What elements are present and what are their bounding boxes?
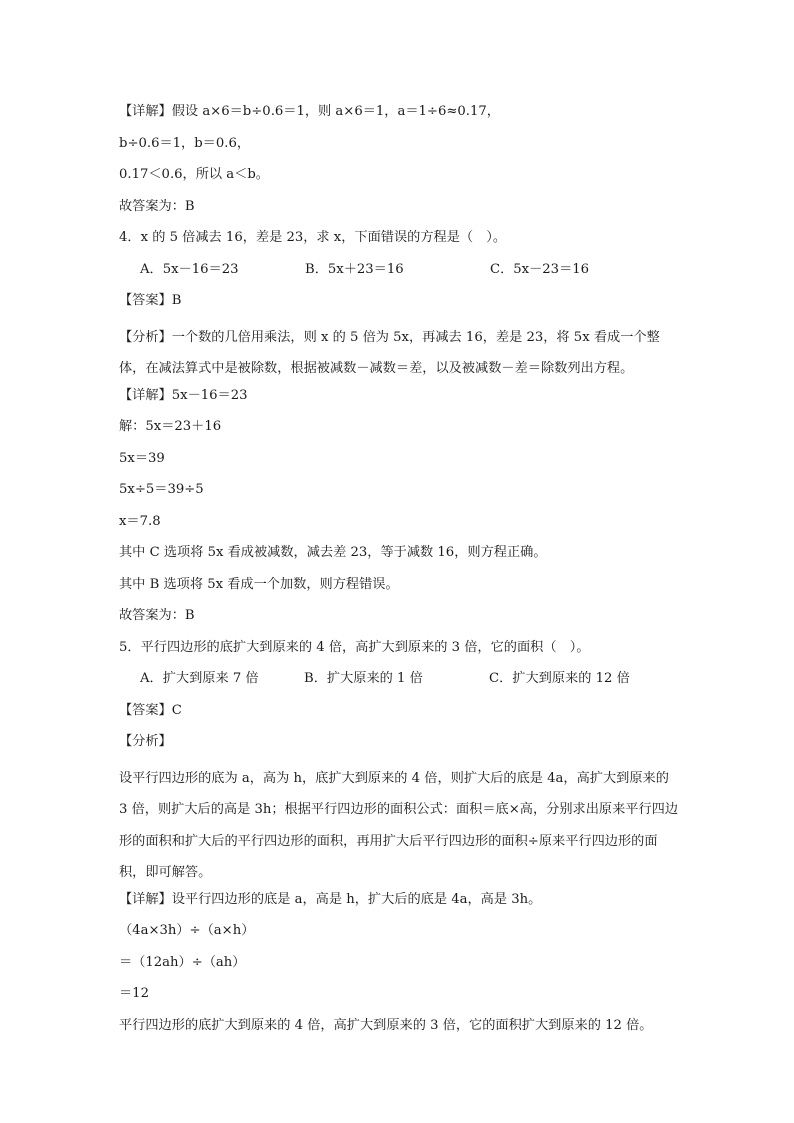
solution-step: ＝12: [119, 986, 149, 1001]
detail-line: b÷0.6＝1，b＝0.6，: [119, 135, 251, 151]
explanation-line: 其中 B 选项将 5x 看成一个加数，则方程错误。: [119, 576, 399, 592]
detail-line: 【详解】设平行四边形的底是 a，高是 h，扩大后的底是 4a，高是 3h。: [119, 891, 542, 907]
option-c: C．5x－23＝16: [490, 261, 590, 277]
question-4-options: [119, 259, 679, 291]
option-a: A．5x－16＝23: [140, 261, 239, 277]
option-b: B．扩大原来的 1 倍: [304, 671, 423, 686]
solution-step: x＝7.8: [119, 513, 161, 529]
document-page: [119, 101, 679, 1046]
option-c: C．扩大到原来的 12 倍: [489, 671, 630, 686]
conclusion-line: 平行四边形的底扩大到原来的 4 倍，高扩大到原来的 3 倍，它的面积扩大到原来的 12 倍。: [119, 1017, 653, 1033]
question-4-stem: 4．x 的 5 倍减去 16，差是 23，求 x，下面错误的方程是（ ）。: [119, 230, 507, 245]
solution-step: 5x÷5＝39÷5: [119, 482, 204, 497]
final-answer: 故答案为：B: [119, 198, 195, 214]
detail-line: 0.17＜0.6，所以 a＜b。: [119, 167, 269, 182]
solution-step: ＝（12ah）÷（ah）: [119, 954, 246, 970]
analysis-label: 【分析】: [119, 734, 172, 749]
solution-step: （4a×3h）÷（a×h）: [119, 923, 255, 938]
solution-step: 解：5x＝23＋16: [119, 419, 222, 434]
answer-label: 【答案】C: [119, 702, 182, 718]
question-5-stem: 5．平行四边形的底扩大到原来的 4 倍，高扩大到原来的 3 倍，它的面积（ ）。: [119, 639, 590, 655]
question-5-options: [119, 668, 679, 700]
option-b: B．5x＋23＝16: [305, 261, 404, 277]
analysis-paragraph: 设平行四边形的底为 a，高为 h，底扩大到原来的 4 倍，则扩大后的底是 4a，高扩大到原来的 3 倍，则扩大后的高是 3h；根据平行四边形的面积公式：面积＝底×高，分别求出原来平行四边形的面积和扩大后的平行四边形的面积，再用扩大后平行四边形的面积÷原来平行四边形的面积，即可解答。: [119, 770, 679, 880]
detail-line: 【详解】5x－16＝23: [119, 387, 248, 403]
final-answer: 故答案为：B: [119, 608, 195, 623]
analysis-paragraph: 【分析】一个数的几倍用乘法，则 x 的 5 倍为 5x，再减去 16，差是 23，将 5x 看成一个整体，在减法算式中是被除数，根据被减数－减数＝差，以及被减数－差＝除数列出方程。: [119, 329, 660, 376]
solution-step: 5x＝39: [119, 450, 165, 466]
explanation-line: 其中 C 选项将 5x 看成被减数，减去差 23，等于减数 16，则方程正确。: [119, 545, 547, 560]
detail-line: 【详解】假设 a×6＝b÷0.6＝1，则 a×6＝1，a＝1÷6≈0.17，: [119, 104, 500, 119]
option-a: A．扩大到原来 7 倍: [140, 671, 259, 686]
answer-label: 【答案】B: [119, 293, 182, 308]
